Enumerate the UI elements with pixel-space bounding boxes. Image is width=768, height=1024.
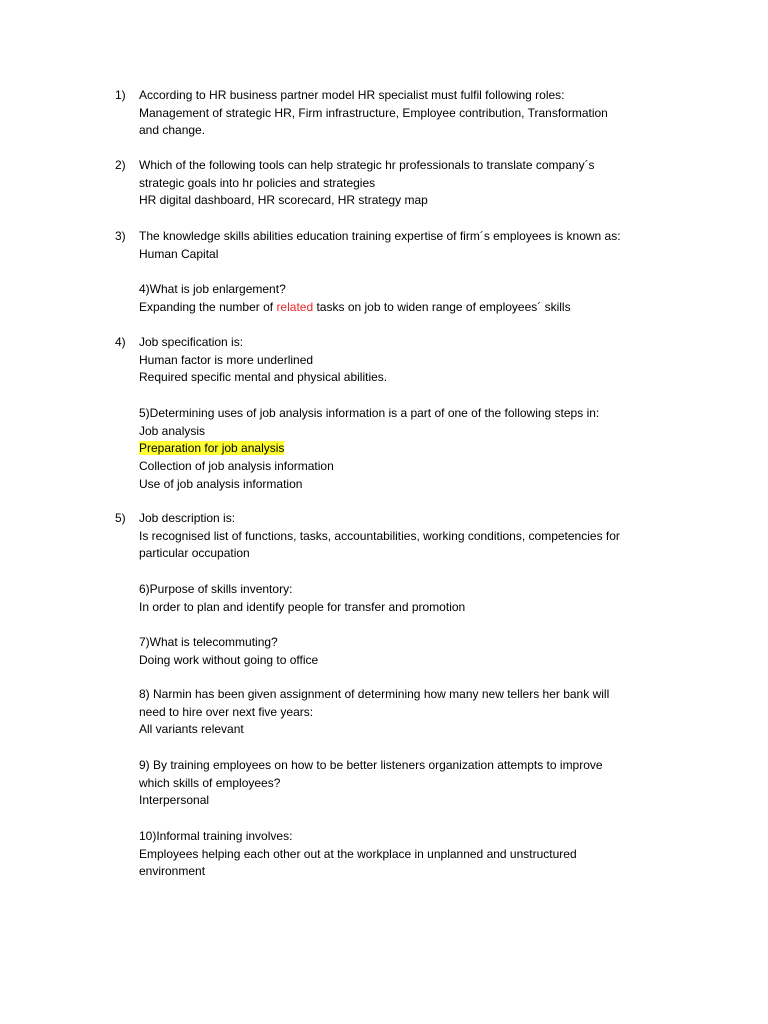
- question-block-job-specification: [115, 334, 739, 387]
- answer-text-start: Expanding the number of: [139, 299, 277, 314]
- answer-text: Interpersonal: [139, 793, 210, 808]
- question-block-job-analysis-steps: [139, 405, 739, 494]
- question-block-narmin: [139, 686, 739, 739]
- option-text-selected: [139, 440, 739, 458]
- answer-text: All variants relevant: [139, 722, 244, 737]
- question-text: According to HR business partner model HR specialist must fulfil following roles:: [139, 88, 565, 102]
- question-number: 2): [115, 158, 126, 172]
- question-text-continued: strategic goals into hr policies and strategies: [139, 175, 376, 190]
- question-text: The knowledge skills abilities education training expertise of firm´s employees is known as:: [139, 229, 621, 243]
- question-block-2: [115, 157, 739, 210]
- question-text: Job description is:: [139, 511, 236, 525]
- answer-text: HR digital dashboard, HR scorecard, HR strategy map: [139, 193, 428, 208]
- answer-text: [139, 299, 739, 317]
- question-number: 5): [115, 511, 126, 525]
- question-block-1: [115, 87, 739, 140]
- answer-text: Is recognised list of functions, tasks, accountabilities, working conditions, competencies for: [139, 528, 620, 543]
- question-block-telecommuting: [139, 634, 739, 669]
- question-block-skills-inventory: [139, 581, 739, 616]
- answer-text: Employees helping each other out at the workplace in unplanned and unstructured: [139, 846, 577, 861]
- question-block-3: [115, 228, 739, 263]
- question-text: Which of the following tools can help strategic hr professionals to translate company´s: [139, 158, 595, 172]
- option-text: Job analysis: [139, 423, 206, 438]
- answer-text: In order to plan and identify people for transfer and promotion: [139, 599, 466, 614]
- question-text: 5)Determining uses of job analysis information is a part of one of the following steps in:: [139, 406, 600, 420]
- answer-text: Human Capital: [139, 246, 219, 261]
- question-block-informal-training: [139, 828, 739, 881]
- question-text: Job specification is:: [139, 335, 244, 349]
- question-text-continued: need to hire over next five years:: [139, 704, 314, 719]
- question-number: 1): [115, 88, 126, 102]
- option-text: Collection of job analysis information: [139, 459, 334, 474]
- highlighted-red-word: related: [276, 299, 314, 314]
- answer-text: Human factor is more underlined: [139, 352, 314, 367]
- question-text: 7)What is telecommuting?: [139, 635, 278, 649]
- answer-text: Management of strategic HR, Firm infrastructure, Employee contribution, Transformation: [139, 105, 608, 120]
- answer-text: Required specific mental and physical abilities.: [139, 370, 388, 385]
- question-number: 4): [115, 335, 126, 349]
- question-text-continued: which skills of employees?: [139, 775, 281, 790]
- question-number: 3): [115, 229, 126, 243]
- question-block-job-description: [115, 510, 739, 563]
- answer-text: particular occupation: [139, 546, 250, 561]
- option-text: Use of job analysis information: [139, 476, 303, 491]
- highlighted-answer: Preparation for job analysis: [139, 441, 285, 456]
- answer-text-end: tasks on job to widen range of employees´ skills: [313, 299, 571, 314]
- question-block-listeners: [139, 757, 739, 810]
- question-block-job-enlargement: [139, 281, 739, 316]
- question-text: 4)What is job enlargement?: [139, 282, 286, 296]
- question-text: 9) By training employees on how to be better listeners organization attempts to improve: [139, 758, 603, 772]
- question-text: 8) Narmin has been given assignment of determining how many new tellers her bank will: [139, 687, 610, 701]
- answer-text: environment: [139, 864, 206, 879]
- answer-text: Doing work without going to office: [139, 652, 319, 667]
- question-text: 6)Purpose of skills inventory:: [139, 582, 293, 596]
- answer-text: and change.: [139, 123, 206, 138]
- question-text: 10)Informal training involves:: [139, 829, 293, 843]
